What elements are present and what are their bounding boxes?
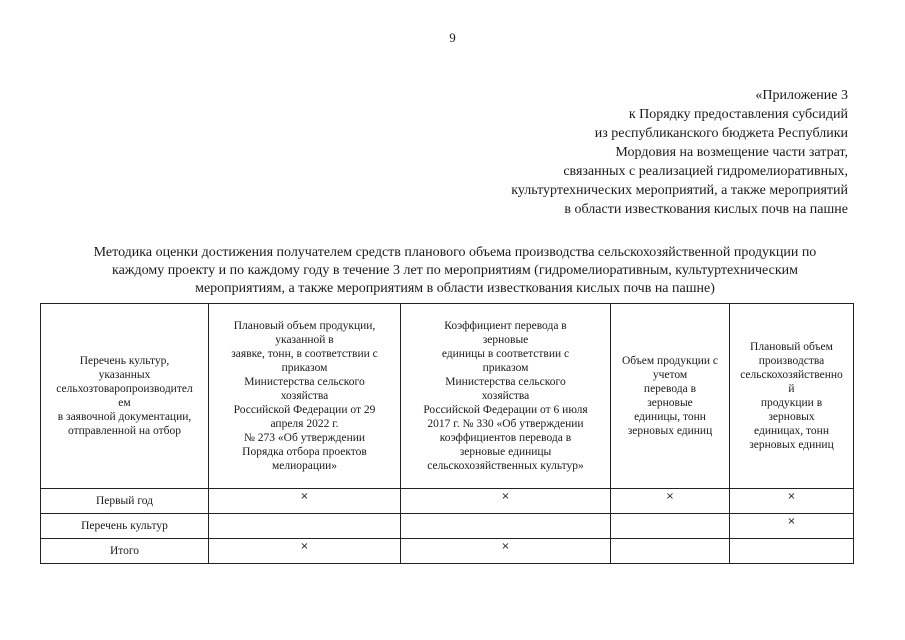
header-planned-production: Плановый объем производства сельскохозяйственно й продукции в зерновых единицах, тонн зерновых единиц [730,304,854,489]
table-row [41,489,854,514]
row-label: Первый год [41,489,209,514]
table-row [41,539,854,564]
cross-mark: × [665,491,675,502]
row-label: Итого [41,539,209,564]
cross-mark: × [501,541,510,552]
header-conversion-coefficient: Коэффициент перевода в зерновые единицы в соответствии с приказом Министерства сельского хозяйства Российской Федерации от 6 июля 2017 г. № 330 «Об утверждении коэффициентов перевода в зерновые единицы сельскохозяйственных культур» [401,304,611,489]
header-volume-grain-units: Объем продукции с учетом перевода в зерновые единицы, тонн зерновых единиц [611,304,730,489]
page-number: 9 [449,30,456,45]
header-crop-list: Перечень культур, указанных сельхозтоваропроизводител ем в заявочной документации, отправленной на отбор [41,304,209,489]
row-label: Перечень культур [41,514,209,539]
cross-mark: × [501,491,510,502]
header-planned-volume: Плановый объем продукции, указанной в заявке, тонн, в соответствии с приказом Министерства сельского хозяйства Российской Федерации от 29 апреля 2022 г. № 273 «Об утверждении Порядка отбора проектов мелиорации» [209,304,401,489]
table-row [41,514,854,539]
appendix-reference: «Приложение 3 к Порядку предоставления субсидий из республиканского бюджета Республики Мордовия на возмещение части затрат, связанных с реализацией гидромелиоративных, культуртехнических мероприятий, а также мероприятий в области известкования кислых почв на пашне [511,88,848,217]
cross-mark: × [787,516,796,527]
cross-mark: × [300,491,309,502]
cross-mark: × [787,491,796,502]
table-header-row [41,304,854,489]
document-title: Методика оценки достижения получателем средств планового объема производства сельскохозяйственной продукции по каждому проекту и по каждому году в течение 3 лет по мероприятиям (гидромелиоративным, культуртехническим мероприятиям, а также мероприятиям в области известкования кислых почв на пашне) [93,245,817,296]
assessment-table [40,303,854,564]
cross-mark: × [300,541,309,552]
